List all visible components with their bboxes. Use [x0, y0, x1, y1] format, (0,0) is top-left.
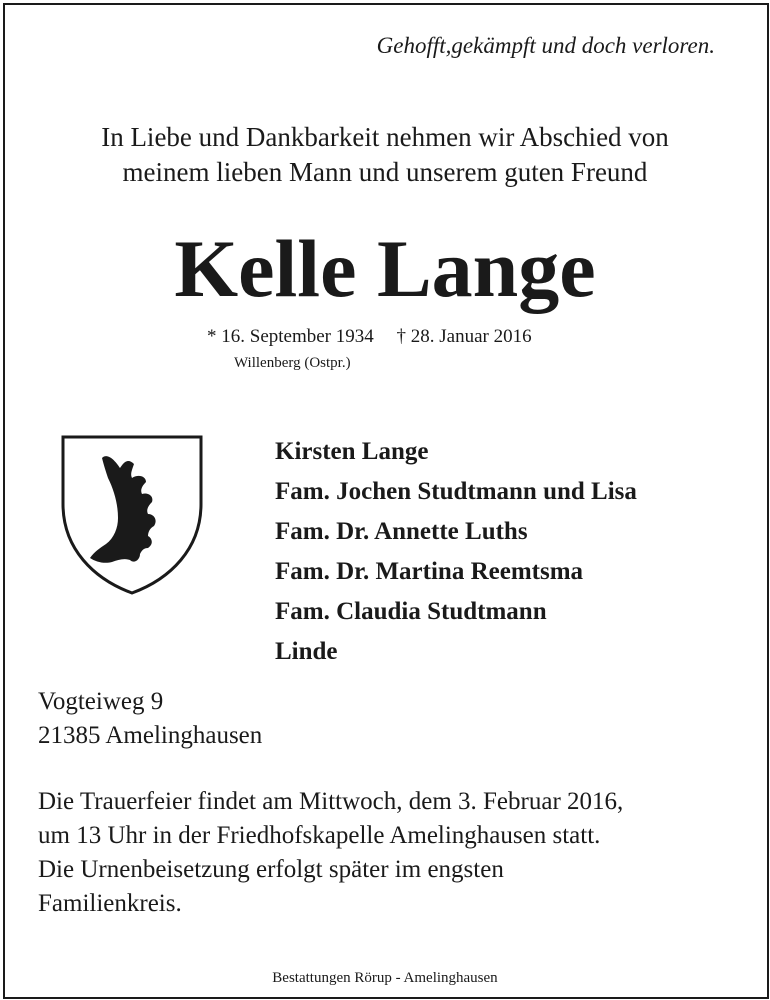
deceased-name: Kelle Lange — [174, 223, 596, 314]
intro-line: meinem lieben Mann und unserem guten Freund — [122, 157, 648, 187]
funeral-line: um 13 Uhr in der Friedhofskapelle Amelinghausen statt. — [38, 822, 601, 849]
mourner-name: Fam. Claudia Studtmann — [275, 598, 547, 625]
death-date: † 28. Januar 2016 — [396, 326, 532, 347]
life-dates — [207, 326, 550, 348]
address-city: 21385 Amelinghausen — [38, 722, 263, 749]
mourner-name: Fam. Dr. Martina Reemtsma — [275, 558, 584, 585]
mourner-name: Kirsten Lange — [275, 438, 429, 465]
address — [38, 685, 262, 753]
mourner-name: Fam. Jochen Studtmann und Lisa — [275, 478, 637, 505]
funeral-line: Die Trauerfeier findet am Mittwoch, dem 3. Februar 2016, — [38, 788, 624, 815]
intro-line: In Liebe und Dankbarkeit nehmen wir Abschied von — [101, 122, 669, 152]
mourners-list — [275, 432, 637, 672]
funeral-line: Die Urnenbeisetzung erfolgt später im engsten — [38, 856, 504, 883]
intro-text — [0, 120, 770, 190]
mourner-name: Linde — [275, 638, 338, 665]
birthplace: Willenberg (Ostpr.) — [234, 355, 351, 371]
motto: Gehofft,gekämpft und doch verloren. — [376, 33, 715, 58]
address-street: Vogteiweg 9 — [38, 688, 164, 715]
funeral-notice — [38, 785, 623, 921]
funeral-line: Familienkreis. — [38, 890, 182, 917]
coat-of-arms-antler-icon — [60, 434, 204, 596]
birth-date: * 16. September 1934 — [207, 326, 374, 347]
funeral-home: Bestattungen Rörup - Amelinghausen — [272, 970, 498, 986]
mourner-name: Fam. Dr. Annette Luths — [275, 518, 528, 545]
